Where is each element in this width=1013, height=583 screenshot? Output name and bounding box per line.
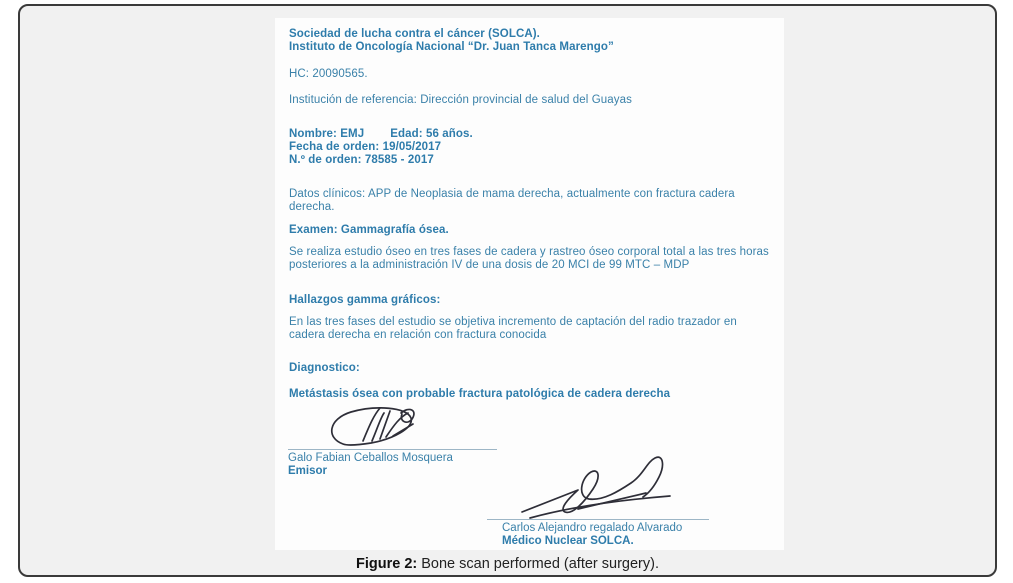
order-number: N.º de orden: 78585 - 2017	[289, 154, 434, 166]
clinical-data: Datos clínicos: APP de Neoplasia de mama derecha, actualmente con fractura cadera derecha.	[289, 188, 735, 213]
exam-title: Examen: Gammagrafía ósea.	[289, 224, 449, 236]
signature-line-medico	[487, 519, 709, 520]
signer-name-medico: Carlos Alejandro regalado Alvarado	[502, 522, 683, 534]
findings-text: En las tres fases del estudio se objetiva incremento de captación del radio trazador en cadera derecha en relación con fractura conocida	[289, 316, 737, 341]
procedure-text: Se realiza estudio óseo en tres fases de cadera y rastreo óseo corporal total a las tres horas posteriores a la administración IV de una dosis de 20 MCI de 99 MTC – MDP	[289, 246, 769, 271]
findings-title: Hallazgos gamma gráficos:	[289, 294, 441, 306]
signer-name-emisor: Galo Fabian Ceballos Mosquera	[288, 452, 453, 464]
diagnosis-title: Diagnostico:	[289, 362, 360, 374]
figure-caption-text: Bone scan performed (after surgery).	[417, 556, 659, 572]
figure-caption	[20, 555, 995, 573]
signature-scribble-medico	[518, 452, 682, 520]
org-name-line1: Sociedad de lucha contra el cáncer (SOLCA).	[289, 28, 540, 40]
signature-line-emisor	[288, 449, 497, 450]
patient-age: Edad: 56 años.	[390, 128, 473, 140]
order-date: Fecha de orden: 19/05/2017	[289, 141, 442, 153]
patient-name-age	[289, 128, 771, 141]
signature-scribble-emisor	[323, 402, 427, 452]
hc-number: HC: 20090565.	[289, 68, 368, 80]
org-name-line2: Instituto de Oncología Nacional “Dr. Juan Tanca Marengo”	[289, 41, 614, 53]
signer-role-medico: Médico Nuclear SOLCA.	[502, 535, 634, 547]
diagnosis-text: Metástasis ósea con probable fractura patológica de cadera derecha	[289, 388, 671, 400]
figure-caption-label: Figure 2:	[355, 556, 418, 572]
signer-role-emisor: Emisor	[288, 465, 327, 477]
figure-frame	[18, 4, 997, 577]
patient-name: Nombre: EMJ	[289, 128, 365, 140]
scanned-report	[275, 18, 784, 550]
referring-institution: Institución de referencia: Dirección provincial de salud del Guayas	[289, 94, 632, 106]
